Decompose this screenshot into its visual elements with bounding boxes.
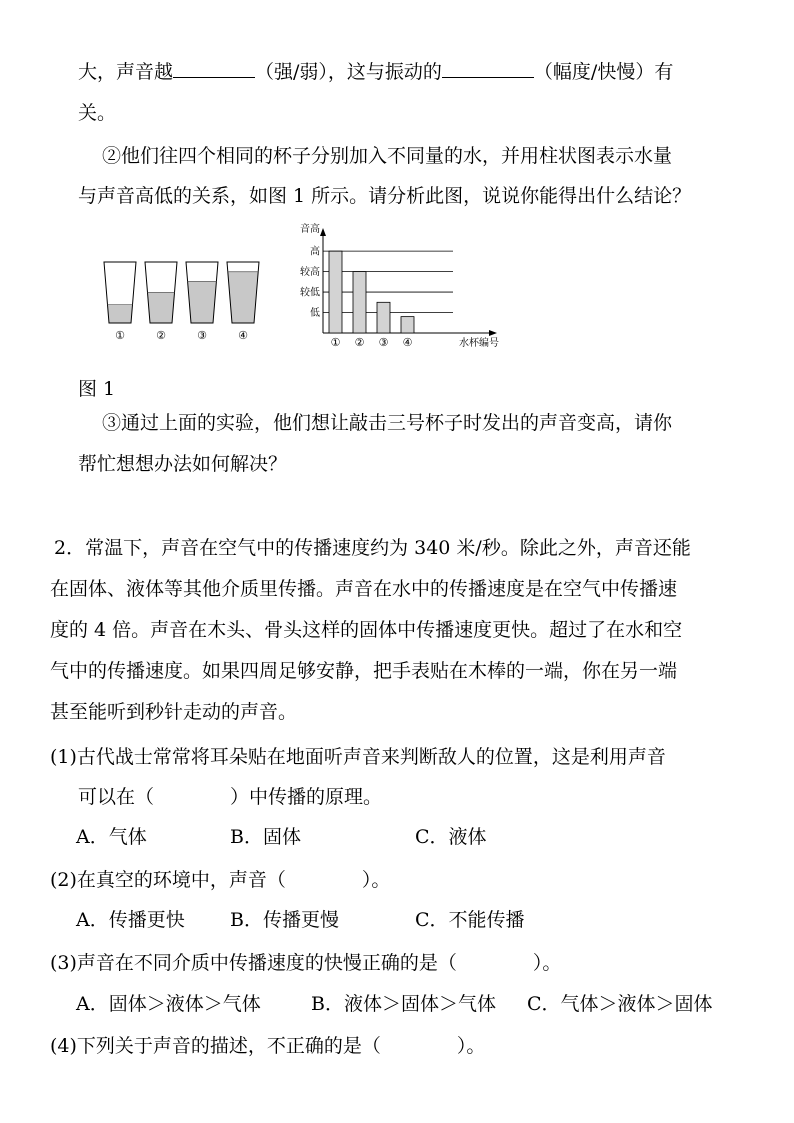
option-a: A．气体 (76, 826, 147, 848)
cup-water (148, 293, 175, 324)
cup-water (108, 305, 133, 323)
cup-water (188, 282, 217, 323)
bar (329, 251, 342, 333)
text-line: 2．常温下，声音在空气中的传播速度约为 340 米/秒。除此之外，声音还能 (54, 537, 691, 559)
text-line: 与声音高低的关系，如图 1 所示。请分析此图，说说你能得出什么结论？ (78, 185, 692, 207)
answer-blank (442, 76, 534, 78)
text-line: 帮忙想想办法如何解决？ (78, 453, 288, 475)
option-c: C．液体 (415, 826, 487, 848)
option-a: A．固体＞液体＞气体 (76, 993, 261, 1015)
x-tick-label: ③ (378, 336, 389, 349)
y-tick-label: 低 (310, 308, 320, 320)
bar (377, 302, 390, 333)
x-axis-arrow (489, 330, 497, 336)
x-tick-label: ① (330, 336, 341, 349)
y-tick-label: 较高 (300, 267, 320, 279)
cup-label: ③ (197, 329, 207, 342)
text-line: ③通过上面的实验，他们想让敲击三号杯子时发出的声音变高，请你 (102, 412, 673, 434)
cups-group (104, 262, 259, 342)
x-axis-label: 水杯编号 (459, 338, 499, 349)
text-segment: （强/弱），这与振动的 (255, 61, 442, 83)
text-segment: 大，声音越 (78, 61, 174, 83)
cup-water (228, 272, 258, 323)
cup-label: ① (115, 329, 125, 342)
option-b: B．传播更慢 (230, 909, 339, 931)
text-line: 度的 4 倍。声音在木头、骨头这样的固体中传播速度更快。超过了在水和空 (50, 619, 683, 641)
option-b: B．固体 (230, 826, 301, 848)
y-tick-label: 较低 (300, 287, 320, 299)
text-line: (3)声音在不同介质中传播速度的快慢正确的是（ ）。 (50, 952, 562, 974)
text-line: (1)古代战士常常将耳朵贴在地面听声音来判断敌人的位置，这是利用声音 (50, 746, 666, 768)
text-line: 关。 (78, 102, 117, 124)
y-tick-label: 高 (310, 246, 320, 258)
figure-1 (96, 222, 516, 357)
bar (353, 272, 366, 333)
cup-label: ② (156, 329, 166, 342)
text-line: ②他们往四个相同的杯子分别加入不同量的水，并用柱状图表示水量 (102, 145, 673, 167)
bar (401, 317, 414, 333)
text-line: 在固体、液体等其他介质里传播。声音在水中的传播速度是在空气中传播速 (50, 578, 678, 600)
answer-blank (173, 76, 255, 78)
option-a: A．传播更快 (76, 909, 185, 931)
option-c: C．气体＞液体＞固体 (527, 993, 713, 1015)
y-axis-arrow (320, 228, 326, 236)
figure-svg (96, 222, 516, 357)
option-c: C．不能传播 (415, 909, 525, 931)
text-segment: （幅度/快慢）有 (533, 61, 674, 83)
option-b: B．液体＞固体＞气体 (311, 993, 496, 1015)
bar-chart (300, 222, 499, 349)
text-line: 甚至能听到秒针走动的声音。 (50, 701, 298, 723)
text-line (78, 63, 673, 82)
text-line: 气中的传播速度。如果四周足够安静，把手表贴在木棒的一端，你在另一端 (50, 660, 678, 682)
x-tick-label: ④ (402, 336, 413, 349)
x-tick-label: ② (354, 336, 365, 349)
text-line: 可以在（ ）中传播的原理。 (78, 786, 383, 808)
text-line: (2)在真空的环境中，声音（ ）。 (50, 869, 391, 891)
text-line: (4)下列关于声音的描述，不正确的是（ ）。 (50, 1035, 486, 1057)
y-axis-label: 音高 (300, 224, 320, 235)
cup-label: ④ (238, 329, 248, 342)
figure-caption: 图 1 (78, 378, 116, 400)
